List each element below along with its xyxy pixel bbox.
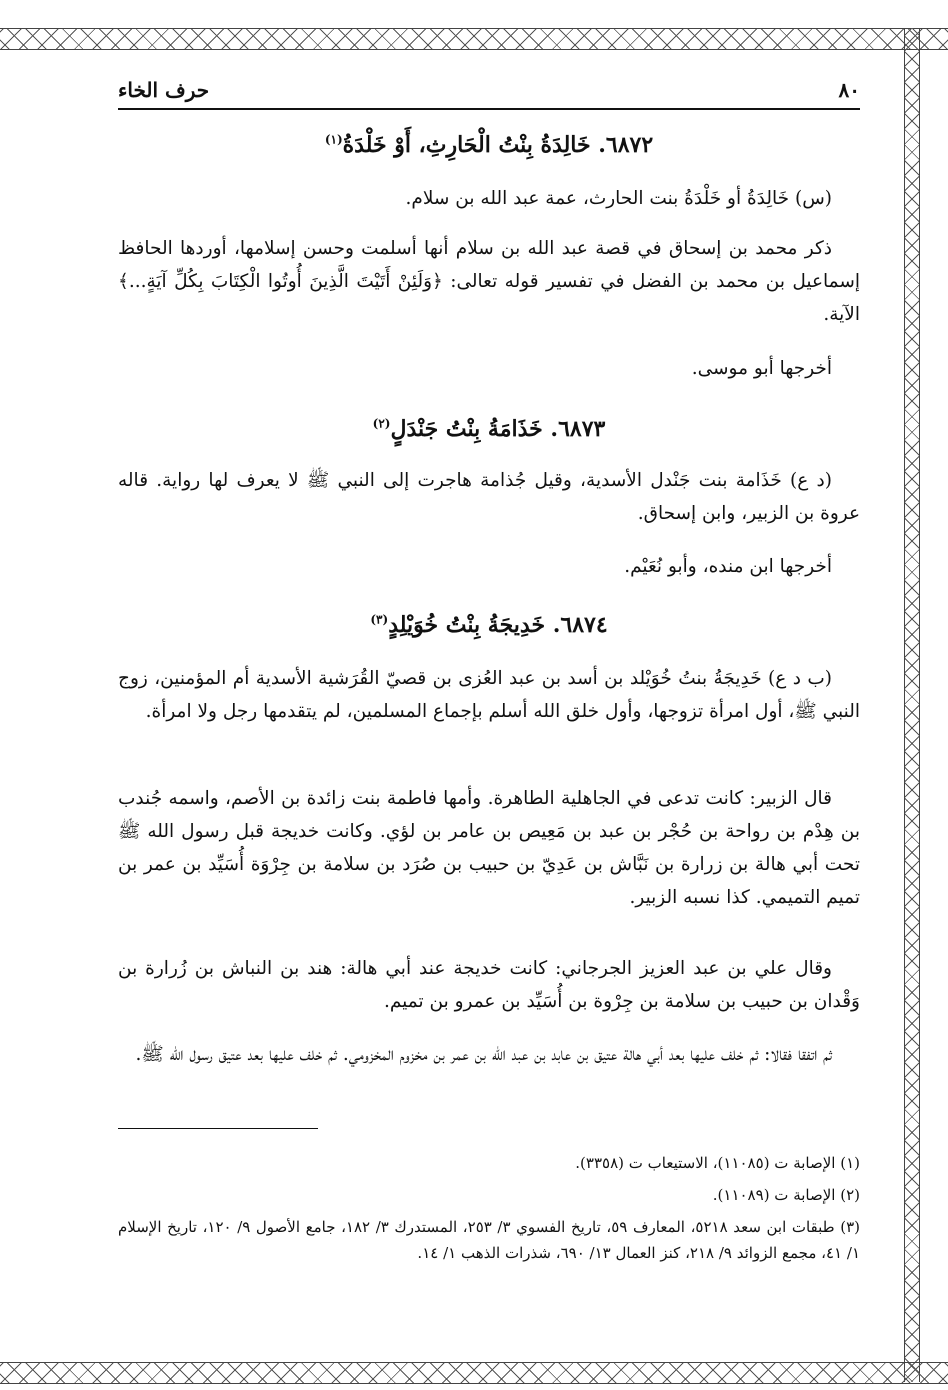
entry-paragraph: وقال علي بن عبد العزيز الجرجاني: كانت خديجة عند أبي هالة: هند بن النباش بن زُرارة بن وَقْدان بن حبيب بن سلامة بن جِرْوة بن أُسَيِّد بن عمرو بن تميم.	[118, 958, 860, 1012]
entry-paragraph: (س) خَالِدَةُ أو خَلْدَةُ بنت الحارث، عمة عبد الله بن سلام.	[405, 188, 832, 209]
footnote-ref: (٣)	[370, 612, 389, 627]
entry-paragraph: (د ع) خَذَامة بنت جَنْدل الأسدية، وقيل جُذامة هاجرت إلى النبي ﷺ لا يعرف لها رواية. قاله عروة بن الزبير، وابن إسحاق.	[118, 470, 860, 524]
footnote-ref: (١)	[324, 132, 343, 147]
entry-paragraph: أخرجها أبو موسى.	[691, 358, 832, 379]
ornamental-border-bottom	[0, 1362, 948, 1384]
section-title: حرف الخاء	[118, 78, 210, 102]
page-number: ٨٠	[838, 78, 860, 102]
entry-title: ٦٨٧٤. خَدِيجَةُ بِنْتُ خُوَيْلِدٍ$^{(٣)}$	[370, 612, 608, 638]
running-header	[118, 74, 860, 110]
entry-paragraph: قال الزبير: كانت تدعى في الجاهلية الطاهرة. وأمها فاطمة بنت زائدة بن الأصم، واسمه جُندب بن هِدْم بن رواحة بن حُجْر بن عبد بن مَعِيص بن عامر بن لؤي. وكانت خديجة قبل رسول الله ﷺ تحت أبي هالة بن زرارة بن نَبَّاش بن عَدِيّ بن حبيب بن صُرَد بن سلامة بن جِرْوَة أُسَيِّد بن عمر بن تميم التميمي. كذا نسبه الزبير.	[118, 788, 860, 908]
page-content	[118, 60, 860, 1350]
footnote: (٣) طبقات ابن سعد ٥٢١٨، المعارف ٥٩، تاريخ الفسوي ٣/ ٢٥٣، المستدرك ٣/ ١٨٢، جامع الأصول ٩/ ١٢٠، تاريخ الإسلام ١/ ٤١، مجمع الزوائد ٩/ ٢١٨، كنز العمال ١٣/ ٦٩٠، شذرات الذهب ١/ ١٤.	[118, 1218, 860, 1262]
footnote: (١) الإصابة ت (١١٠٨٥)، الاستيعاب ت (٣٣٥٨).	[575, 1154, 860, 1172]
entry-paragraph: ثم اتفقا فقالا: ثم خلف عليها بعد أبي هالة عتيق بن عابد بن عبد الله بن عمر بن مخزوم المخزومي. ثم خلف عليها بعد عتيق رسول الله ﷺ.	[135, 1044, 832, 1065]
ornamental-border-top	[0, 28, 948, 50]
footnote: (٢) الإصابة ت (١١٠٨٩).	[712, 1186, 860, 1204]
ornamental-border-right	[904, 28, 920, 1382]
entry-title: ٦٨٧٢. خَالِدَةُ بِنْتُ الْحَارِثِ، أَوْ خَلْدَةُ$^{(١)}$	[324, 132, 654, 158]
entry-paragraph: أخرجها ابن منده، وأبو نُعَيْم.	[624, 556, 832, 577]
entry-paragraph: (ب د ع) خَدِيجَةُ بنتُ خُوَيْلد بن أسد بن عبد العُزى بن قصيّ القُرَشية الأسدية أم المؤمنين، زوج النبي ﷺ، أول امرأة تزوجها، وأول خلق الله أسلم بإجماع المسلمين، لم يتقدمها رجل ولا امرأة.	[118, 668, 860, 722]
entry-paragraph: ذكر محمد بن إسحاق في قصة عبد الله بن سلام أنها أسلمت وحسن إسلامها، أوردها الحافظ إسماعيل بن محمد بن الفضل في تفسير قوله تعالى: ﴿وَلَئِنْ أَتَيْتَ الَّذِينَ أُوتُوا الْكِتَابَ بِكُلِّ آيَةٍ...﴾ الآية.	[118, 238, 860, 325]
footnote-divider	[118, 1128, 318, 1129]
footnote-ref: (٢)	[372, 416, 391, 431]
entry-title: ٦٨٧٣. خَذَامَةُ بِنْتُ جَنْدَلٍ$^{(٢)}$	[372, 416, 606, 442]
